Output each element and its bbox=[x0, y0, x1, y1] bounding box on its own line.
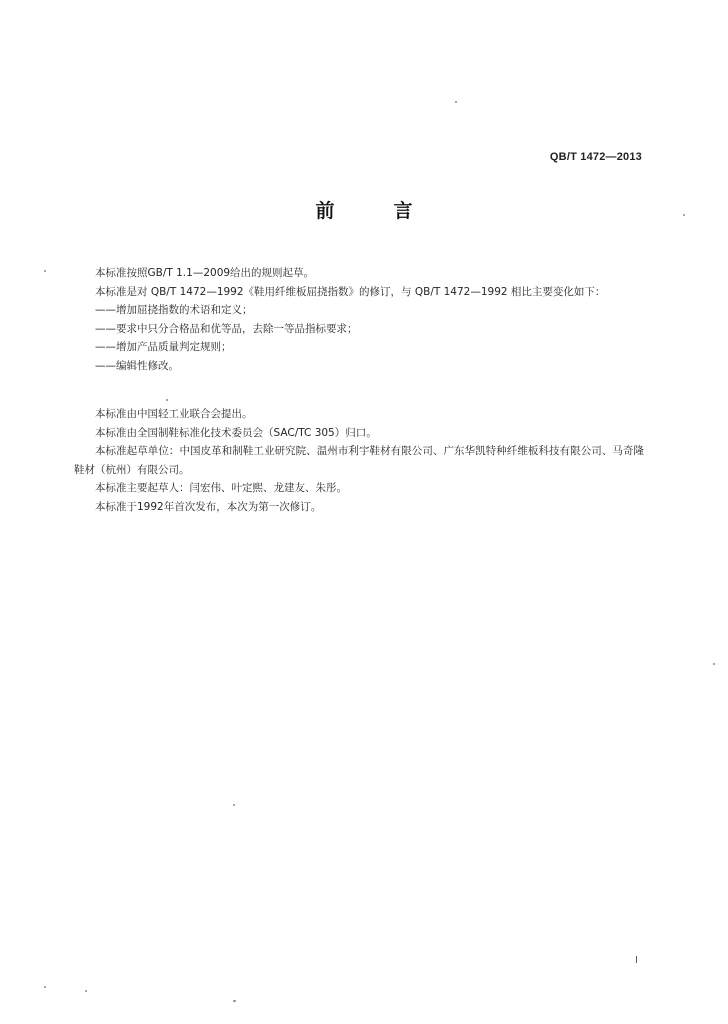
standard-code: QB/T 1472—2013 bbox=[549, 151, 642, 163]
paragraph-release-history: 本标准于1992年首次发布，本次为第一次修订。 bbox=[95, 500, 322, 513]
paragraph-revision-note: 本标准是对 QB/T 1472—1992《鞋用纤维板屈挠指数》的修订，与 QB/T 1472—1992 相比主要变化如下： bbox=[95, 285, 606, 298]
scan-speck bbox=[683, 214, 685, 216]
foreword-section-organization bbox=[74, 405, 644, 517]
scan-speck bbox=[44, 986, 46, 988]
foreword-section-drafting bbox=[74, 264, 644, 376]
change-item: ——增加屈挠指数的术语和定义； bbox=[95, 304, 253, 317]
scan-speck bbox=[44, 270, 46, 272]
paragraph-administrator: 本标准由全国制鞋标准化技术委员会（SAC/TC 305）归口。 bbox=[95, 426, 377, 439]
scan-speck bbox=[85, 990, 87, 992]
change-item: ——编辑性修改。 bbox=[95, 359, 179, 372]
change-item: ——增加产品质量判定规则； bbox=[95, 341, 232, 354]
paragraph-drafting-rules: 本标准按照GB/T 1.1—2009给出的规则起草。 bbox=[95, 267, 315, 279]
paragraph-drafting-units: 本标准起草单位：中国皮革和制鞋工业研究院、温州市利宇鞋材有限公司、广东华凯特种纤维板科技有限公司、马奇隆鞋材（杭州）有限公司。 bbox=[74, 445, 644, 476]
scan-speck bbox=[713, 663, 715, 665]
scan-speck bbox=[166, 399, 168, 401]
paragraph-proposer: 本标准由中国轻工业联合会提出。 bbox=[95, 408, 253, 420]
paragraph-drafters: 本标准主要起草人：闫宏伟、叶定熙、龙建友、朱彤。 bbox=[95, 482, 347, 495]
scan-speck bbox=[455, 101, 457, 103]
page-title: 前 言 bbox=[315, 200, 433, 222]
page-number: I bbox=[635, 955, 638, 966]
change-item: ——要求中只分合格品和优等品，去除一等品指标要求； bbox=[95, 322, 358, 335]
scan-speck bbox=[233, 1000, 236, 1002]
scan-speck bbox=[233, 804, 235, 806]
